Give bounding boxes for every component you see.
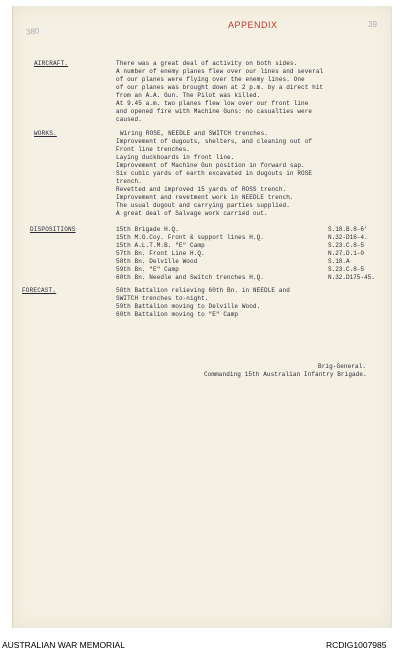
signature-rank: Brig-General. [318,363,367,370]
works-line: Six cubic yards of earth excavated in dugouts in ROSE [116,170,313,177]
aircraft-line: of our planes was brought down at 2 p.m. by a direct hit [116,84,324,91]
disposition-unit: 57th Bn. Front Line H.Q. [116,250,205,257]
aircraft-line: A number of enemy planes flew over our lines and several [116,68,324,75]
works-line: Front line trenches. [116,146,191,153]
aircraft-line: There was a great deal of activity on both sides. [116,60,298,67]
works-line: A great deal of Salvage work carried out. [116,210,268,217]
works-label: WORKS. [34,130,57,137]
works-line: Improvement of Machine Gun position in forward sap. [116,162,305,169]
forecast-line: 59th Battalion moving to Delville Wood. [116,303,261,310]
page-title: APPENDIX [228,20,278,30]
aircraft-line: from an A.A. Gun. The Pilot was killed. [116,92,261,99]
dispositions-label: DISPOSITIONS [30,226,76,233]
disposition-unit: 59th Bn. "E" Camp [116,266,179,273]
disposition-ref: N.32-D16-4. [328,234,368,241]
works-line: Laying duckboards in front line. [116,154,235,161]
forecast-line: 60th Battalion moving to "E" Camp [116,311,239,318]
disposition-ref: S.23.C.8-5 [328,266,365,273]
footer-institution: AUSTRALIAN WAR MEMORIAL [2,640,125,650]
disposition-ref: S.18.A [328,258,350,265]
forecast-line: 58th Battalion relieving 60th Bn. in NEEDLE and [116,287,290,294]
disposition-unit: 15th Brigade H.Q. [116,226,179,233]
disposition-unit: 15th M.G.Coy. Front & support lines H.Q. [116,234,265,241]
aircraft-line: and opened fire with Machine Guns: no casualties were [116,108,313,115]
signature-command: Commanding 15th Australian Infantry Brigade. [204,371,367,378]
works-line: trench. [116,178,142,185]
works-line: Revetted and improved 15 yards of ROSS trench. [116,186,287,193]
aircraft-label: AIRCRAFT. [34,60,69,67]
disposition-unit: 15th A.L.T.M.B. "E" Camp [116,242,205,249]
works-line: Wiring ROSE, NEEDLE and SWITCH trenches. [120,130,269,137]
aircraft-line: caused. [116,116,142,123]
aircraft-line: of our planes were flying over the enemy lines. One [116,76,305,83]
footer-record-id: RCDIG1007985 [326,640,387,650]
works-line: The usual dugout and carrying parties supplied. [116,202,290,209]
page-number-right: 39 [368,20,377,29]
disposition-ref: N.32.D175-45. [328,274,375,281]
page-number-left: 380 [25,26,40,37]
disposition-ref: N.27.D.1-0 [328,250,365,257]
disposition-unit: 60th Bn. Needle and Switch trenches H.Q. [116,274,265,281]
disposition-ref: S.18.B.8-6' [328,226,368,233]
works-line: Improvement and revetment work in NEEDLE trench. [116,194,294,201]
aircraft-line: At 9.45 a.m. two planes flew low over our front line [116,100,309,107]
disposition-unit: 58th Bn. Delville Wood [116,258,198,265]
forecast-line: SWITCH trenches to-night. [116,295,209,302]
disposition-ref: S.23.C.8-5 [328,242,365,249]
forecast-label: FORECAST. [22,287,57,294]
works-line: Improvement of dugouts, shelters, and cleaning out of [116,138,313,145]
